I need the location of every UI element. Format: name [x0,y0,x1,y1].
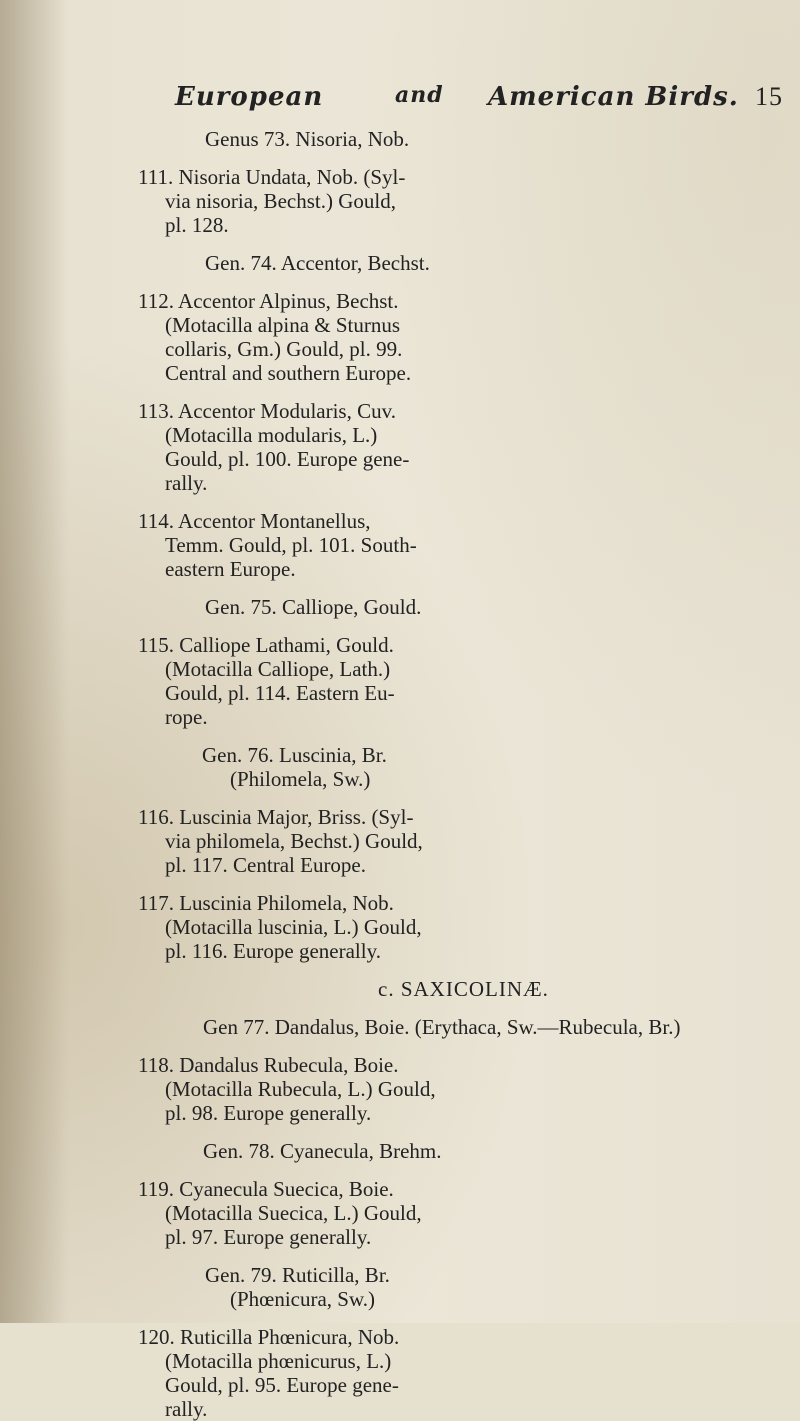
entry-111-line-2: via nisoria, Bechst.) Gould, [165,189,396,213]
entry-112-line-2: (Motacilla alpina & Sturnus [165,313,401,337]
page-number: 15 [755,82,783,111]
genus-79-heading: Gen. 79. Ruticilla, Br. [205,1263,390,1287]
entry-116-line-1: 116. Luscinia Major, Briss. (Syl- [138,805,414,829]
entry-119-line-2: (Motacilla Suecica, L.) Gould, [165,1201,422,1225]
genus-75-heading: Gen. 75. Calliope, Gould. [205,595,422,619]
entry-113-line-3: Gould, pl. 100. Europe gene- [165,447,410,471]
entry-115-line-1: 115. Calliope Lathami, Gould. [138,633,394,657]
entry-118-line-1: 118. Dandalus Rubecula, Boie. [138,1053,399,1077]
entry-120-line-3: Gould, pl. 95. Europe gene- [165,1373,399,1397]
genus-77-heading: Gen 77. Dandalus, Boie. (Erythaca, Sw.—Rubecula, Br.) [203,1015,681,1039]
entry-117-line-1: 117. Luscinia Philomela, Nob. [138,891,394,915]
header-and: and [395,82,444,108]
entry-117-line-2: (Motacilla luscinia, L.) Gould, [165,915,422,939]
entry-112-line-1: 112. Accentor Alpinus, Bechst. [138,289,399,313]
entry-116-line-3: pl. 117. Central Europe. [165,853,367,877]
genus-76-synonym: (Philomela, Sw.) [230,767,371,791]
entry-114-line-1: 114. Accentor Montanellus, [138,509,371,533]
genus-73-heading: Genus 73. Nisoria, Nob. [205,127,410,151]
entry-111-line-3: pl. 128. [165,213,229,237]
entry-112-line-3: collaris, Gm.) Gould, pl. 99. [165,337,403,361]
entry-120-line-2: (Motacilla phœnicurus, L.) [165,1349,392,1373]
genus-74-heading: Gen. 74. Accentor, Bechst. [205,251,430,275]
page-gutter-shadow [0,0,70,1323]
entry-115-line-3: Gould, pl. 114. Eastern Eu- [165,681,395,705]
entry-120-line-1: 120. Ruticilla Phœnicura, Nob. [138,1325,400,1349]
entry-113-line-1: 113. Accentor Modularis, Cuv. [138,399,396,423]
entry-119-line-1: 119. Cyanecula Suecica, Boie. [138,1177,394,1201]
entry-111-line-1: 111. Nisoria Undata, Nob. (Syl- [138,165,406,189]
entry-120-line-4: rally. [165,1397,208,1421]
entry-112-line-4: Central and southern Europe. [165,361,412,385]
genus-78-heading: Gen. 78. Cyanecula, Brehm. [203,1139,442,1163]
running-header [0,82,800,122]
subfamily-heading: c. SAXICOLINÆ. [378,977,549,1001]
entry-114-line-2: Temm. Gould, pl. 101. South- [165,533,417,557]
header-left: European [175,82,324,112]
genus-76-heading: Gen. 76. Luscinia, Br. [202,743,387,767]
genus-79-synonym: (Phœnicura, Sw.) [230,1287,376,1311]
entry-117-line-3: pl. 116. Europe generally. [165,939,381,963]
entry-115-line-4: rope. [165,705,208,729]
entry-115-line-2: (Motacilla Calliope, Lath.) [165,657,391,681]
entry-118-line-3: pl. 98. Europe generally. [165,1101,372,1125]
entry-114-line-3: eastern Europe. [165,557,296,581]
entry-116-line-2: via philomela, Bechst.) Gould, [165,829,423,853]
entry-113-line-2: (Motacilla modularis, L.) [165,423,378,447]
entry-119-line-3: pl. 97. Europe generally. [165,1225,372,1249]
entry-118-line-2: (Motacilla Rubecula, L.) Gould, [165,1077,436,1101]
header-right: American Birds. [488,82,739,112]
entry-113-line-4: rally. [165,471,208,495]
